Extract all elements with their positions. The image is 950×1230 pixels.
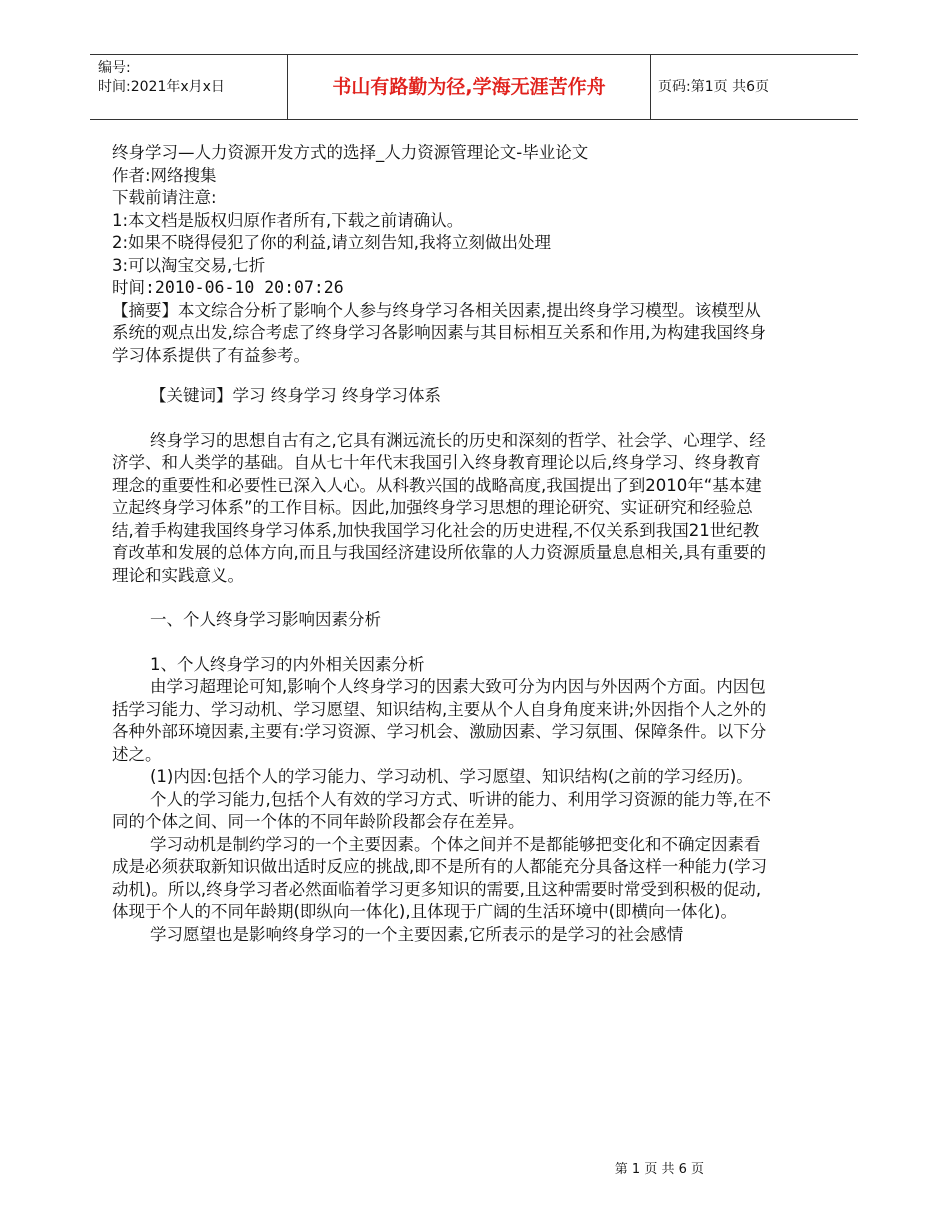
- footer-page-number: 第 1 页 共 6 页: [614, 1162, 704, 1177]
- article-author: 作者:网络搜集: [112, 165, 217, 185]
- notice-item: 2:如果不晓得侵犯了你的利益,请立刻告知,我将立刻做出处理: [112, 233, 552, 252]
- spacer: [112, 587, 772, 609]
- keywords: 【关键词】学习 终身学习 终身学习体系: [150, 386, 441, 405]
- header-meta: [98, 59, 225, 97]
- spacer: [112, 367, 772, 385]
- page-footer: [0, 1158, 950, 1177]
- body-paragraph: 个人的学习能力,包括个人有效的学习方式、听讲的能力、利用学习资源的能力等,在不同的个体之间、同一个体的不同年龄阶段都会存在差异。: [112, 789, 771, 831]
- header-divider: [650, 55, 651, 119]
- document-header: [90, 54, 858, 120]
- article-title: 终身学习—人力资源开发方式的选择_人力资源管理论文-毕业论文: [112, 143, 589, 162]
- body-paragraph: 由学习超理论可知,影响个人终身学习的因素大致可分为内因与外因两个方面。内因包括学习能力、学习动机、学习愿望、知识结构,主要从个人自身角度来讲;外因指个人之外的各种外部环境因素,主要有:学习资源、学习机会、激励因素、学习氛围、保障条件。以下分述之。: [112, 677, 767, 764]
- intro-paragraph: 终身学习的思想自古有之,它具有渊远流长的历史和深刻的哲学、社会学、心理学、经济学、和人类学的基础。自从七十年代末我国引入终身教育理论以后,终身学习、终身教育理念的重要性和必要性已深入人心。从科教兴国的战略高度,我国提出了到2010年“基本建立起终身学习体系”的工作目标。因此,加强终身学习思想的理论研究、实证研究和经验总结,着手构建我国终身学习体系,加快我国学习化社会的历史进程,不仅关系到我国21世纪教育改革和发展的总体方向,而且与我国经济建设所依靠的人力资源质量息息相关,具有重要的理论和实践意义。: [112, 430, 766, 585]
- notice-heading: 下载前请注意:: [112, 188, 217, 207]
- body-paragraph: 学习动机是制约学习的一个主要因素。个体之间并不是都能够把变化和不确定因素看成是必须获取新知识做出适时反应的挑战,即不是所有的人都能充分具备这样一种能力(学习动机)。所以,终身学习者必然面临着学习更多知识的需要,且这种需要时常受到积极的促动,体现于个人的不同年龄期(即纵向一体化),且体现于广阔的生活环境中(即横向一体化)。: [112, 834, 768, 921]
- abstract: 【摘要】本文综合分析了影响个人参与终身学习各相关因素,提出终身学习模型。该模型从系统的观点出发,综合考虑了终身学习各影响因素与其目标相互关系和作用,为构建我国终身学习体系提供了有益参考。: [112, 300, 766, 365]
- header-motto: 书山有路勤为径,学海无涯苦作舟: [332, 76, 606, 98]
- notice-item: 1:本文档是版权归原作者所有,下载之前请确认。: [112, 210, 464, 230]
- body-paragraph: 学习愿望也是影响终身学习的一个主要因素,它所表示的是学习的社会感情: [150, 924, 684, 944]
- article-time: 时间:2010-06-10 20:07:26: [112, 278, 344, 297]
- header-page-info: 页码:第1页 共6页: [658, 79, 769, 95]
- spacer: [112, 632, 772, 654]
- section-heading: 一、个人终身学习影响因素分析: [150, 610, 381, 629]
- body-paragraph: (1)内因:包括个人的学习能力、学习动机、学习愿望、知识结构(之前的学习经历)。: [150, 767, 753, 786]
- spacer: [112, 408, 772, 430]
- notice-item: 3:可以淘宝交易,七折: [112, 255, 266, 275]
- time-label: 时间:2021年x月x日: [98, 79, 225, 95]
- document-body: [112, 142, 772, 946]
- subsection-heading: 1、个人终身学习的内外相关因素分析: [150, 654, 425, 674]
- number-label: 编号:: [98, 60, 131, 76]
